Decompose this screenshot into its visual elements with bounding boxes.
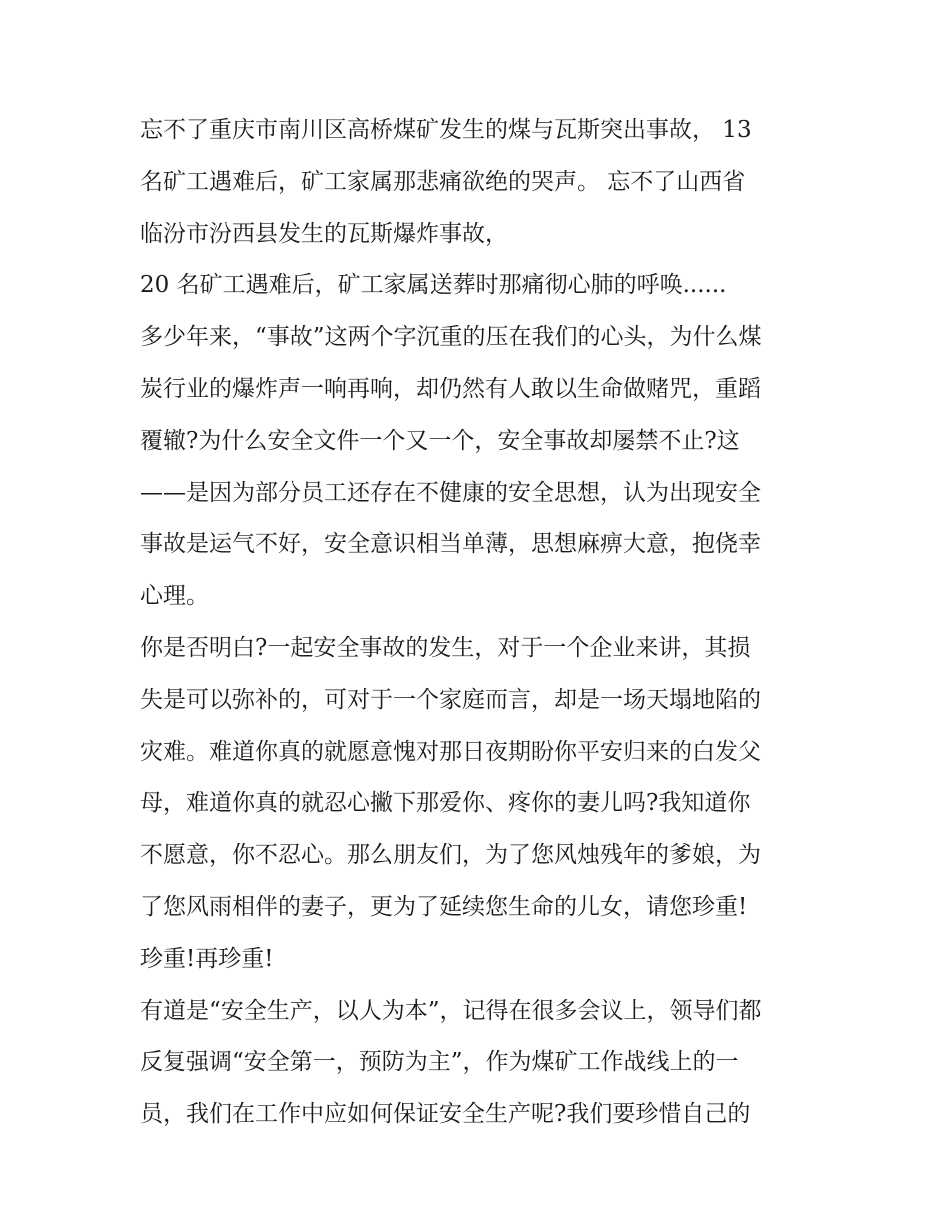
text-line: 反复强调“安全第一，预防为主”，作为煤矿工作战线上的一 <box>140 1049 739 1076</box>
text-line: 不愿意，你不忍心。那么朋友们，为了您风烛残年的爹娘，为 <box>140 842 761 869</box>
text-line: 炭行业的爆炸声一响再响，却仍然有人敢以生命做赌咒，重蹈 <box>140 375 761 402</box>
text-line: 母，难道你真的就忍心撇下那爱你、疼你的妻儿吗?我知道你 <box>140 790 751 817</box>
text-line: 了您风雨相伴的妻子，更为了延续您生命的儿女，请您珍重! <box>140 893 748 920</box>
text-line: 多少年来，“事故”这两个字沉重的压在我们的心头，为什么煤 <box>140 324 762 351</box>
text-line: 珍重!再珍重! <box>140 945 274 972</box>
text-line: 失是可以弥补的，可对于一个家庭而言，却是一场天塌地陷的 <box>140 686 761 713</box>
text-line: 事故是运气不好，安全意识相当单薄，思想麻痹大意，抱侥幸 <box>140 531 761 558</box>
text-line: 名矿工遇难后，矿工家属那悲痛欲绝的哭声。 忘不了山西省 <box>140 168 746 195</box>
text-line: 忘不了重庆市南川区高桥煤矿发生的煤与瓦斯突出事故， 13 <box>140 117 752 143</box>
text-line: 你是否明白?一起安全事故的发生，对于一个企业来讲，其损 <box>140 634 751 661</box>
text-line: 覆辙?为什么安全文件一个又一个，安全事故却屡禁不止?这 <box>140 427 740 454</box>
text-line: 有道是“安全生产，以人为本”，记得在很多会议上，领导们都 <box>140 997 762 1024</box>
text-line: 心理。 <box>140 583 209 610</box>
text-line: 20 名矿工遇难后，矿工家属送葬时那痛彻心肺的呼唤...... <box>140 272 727 299</box>
document-body <box>140 111 820 1147</box>
text-line: ——是因为部分员工还存在不健康的安全思想，认为出现安全 <box>140 479 761 506</box>
text-line: 员，我们在工作中应如何保证安全生产呢?我们要珍惜自己的 <box>140 1101 751 1128</box>
text-line: 灾难。难道你真的就愿意愧对那日夜期盼你平安归来的白发父 <box>140 738 761 765</box>
text-line: 临汾市汾西县发生的瓦斯爆炸事故， <box>140 220 508 247</box>
